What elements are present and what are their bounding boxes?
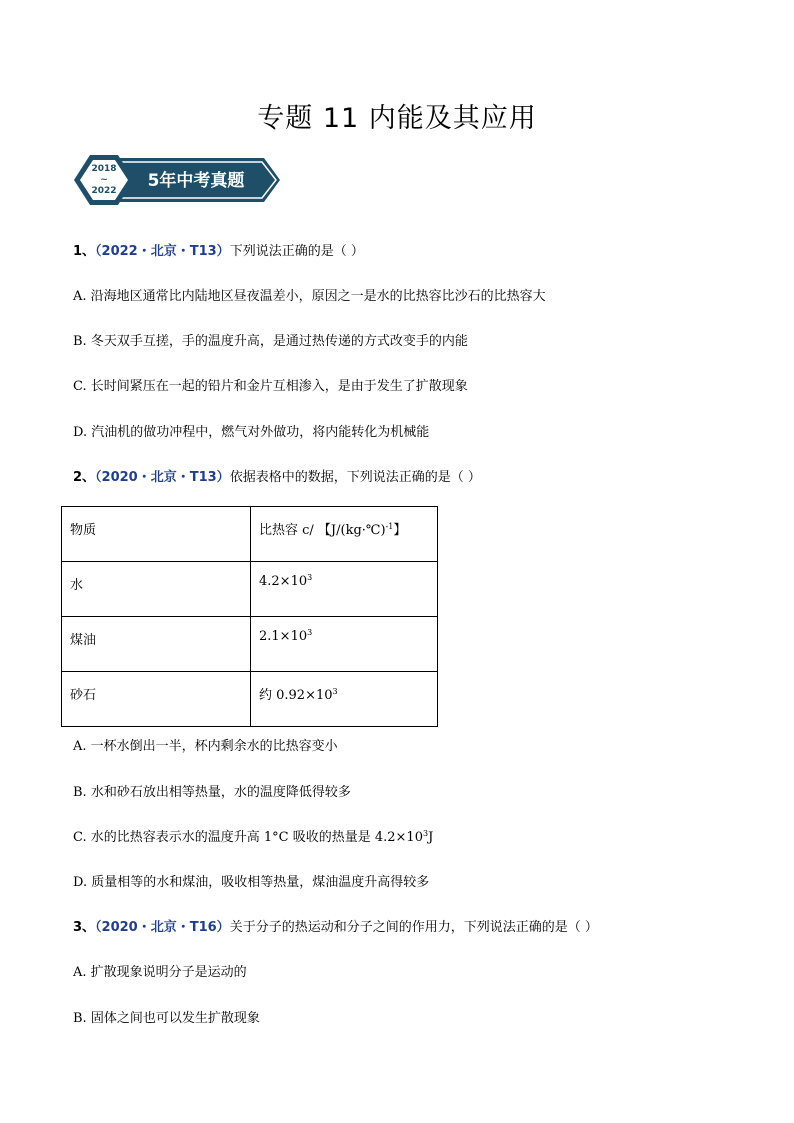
table-cell-substance: 水 <box>62 562 251 617</box>
question-1-stem <box>73 243 364 261</box>
value-exponent: 3 <box>307 628 313 637</box>
question-source: （2020・北京・T13） <box>95 470 230 485</box>
table-row <box>62 672 438 727</box>
option-1d: D. 汽油机的做功冲程中，燃气对外做功，将内能转化为机械能 <box>73 425 430 440</box>
banner-year-sep: ~ <box>100 175 108 185</box>
table-cell-value <box>251 562 438 617</box>
banner-year-end: 2022 <box>91 186 117 196</box>
question-number: 3、 <box>73 920 96 935</box>
question-text: 下列说法正确的是（ ） <box>229 244 364 259</box>
section-banner <box>72 152 282 208</box>
table-header-cell: 物质 <box>62 507 251 562</box>
question-text: 依据表格中的数据，下列说法正确的是（ ） <box>229 470 481 485</box>
table-cell-substance: 煤油 <box>62 617 251 672</box>
question-source: （2020・北京・T16） <box>95 920 230 935</box>
question-number: 1、 <box>73 244 96 259</box>
value-base: 2.1×10 <box>259 629 308 644</box>
page-title: 专题 11 内能及其应用 <box>257 103 537 134</box>
option-text: C. 水的比热容表示水的温度升高 1°C 吸收的热量是 4.2×10 <box>73 830 423 845</box>
question-3-stem <box>73 919 598 937</box>
header-unit: 比热容 c/ 【J/(kg·℃) <box>259 523 386 538</box>
table-cell-value <box>251 617 438 672</box>
table-row <box>62 562 438 617</box>
value-exponent: 3 <box>307 573 313 582</box>
option-2c <box>73 829 433 847</box>
value-base: 约 0.92×10 <box>259 688 333 703</box>
option-2b: B. 水和砂石放出相等热量，水的温度降低得较多 <box>73 785 351 800</box>
banner-graphic <box>72 152 282 208</box>
option-2d: D. 质量相等的水和煤油，吸收相等热量，煤油温度升高得较多 <box>73 875 430 890</box>
question-source: （2022・北京・T13） <box>95 244 230 259</box>
table-header-row <box>62 507 438 562</box>
option-3a: A. 扩散现象说明分子是运动的 <box>73 965 247 980</box>
specific-heat-table <box>61 506 438 727</box>
option-1a: A. 沿海地区通常比内陆地区昼夜温差小，原因之一是水的比热容比沙石的比热容大 <box>73 289 546 304</box>
value-base: 4.2×10 <box>259 574 308 589</box>
question-text: 关于分子的热运动和分子之间的作用力，下列说法正确的是（ ） <box>229 920 598 935</box>
table-row <box>62 617 438 672</box>
question-2-stem <box>73 469 481 487</box>
option-1c: C. 长时间紧压在一起的铅片和金片互相渗入，是由于发生了扩散现象 <box>73 379 468 394</box>
value-exponent: 3 <box>332 687 338 696</box>
option-exponent: 3 <box>422 829 429 838</box>
option-2a: A. 一杯水倒出一半，杯内剩余水的比热容变小 <box>73 739 338 754</box>
option-unit: J <box>428 830 434 845</box>
header-exponent: -1 <box>385 522 394 531</box>
table-cell-value <box>251 672 438 727</box>
header-bracket: 】 <box>393 523 407 538</box>
banner-label: 5年中考真题 <box>147 171 245 191</box>
question-number: 2、 <box>73 470 96 485</box>
table-cell-substance: 砂石 <box>62 672 251 727</box>
table-header-cell <box>251 507 438 562</box>
option-1b: B. 冬天双手互搓，手的温度升高，是通过热传递的方式改变手的内能 <box>73 334 468 349</box>
banner-year-start: 2018 <box>91 164 117 174</box>
option-3b: B. 固体之间也可以发生扩散现象 <box>73 1011 260 1026</box>
